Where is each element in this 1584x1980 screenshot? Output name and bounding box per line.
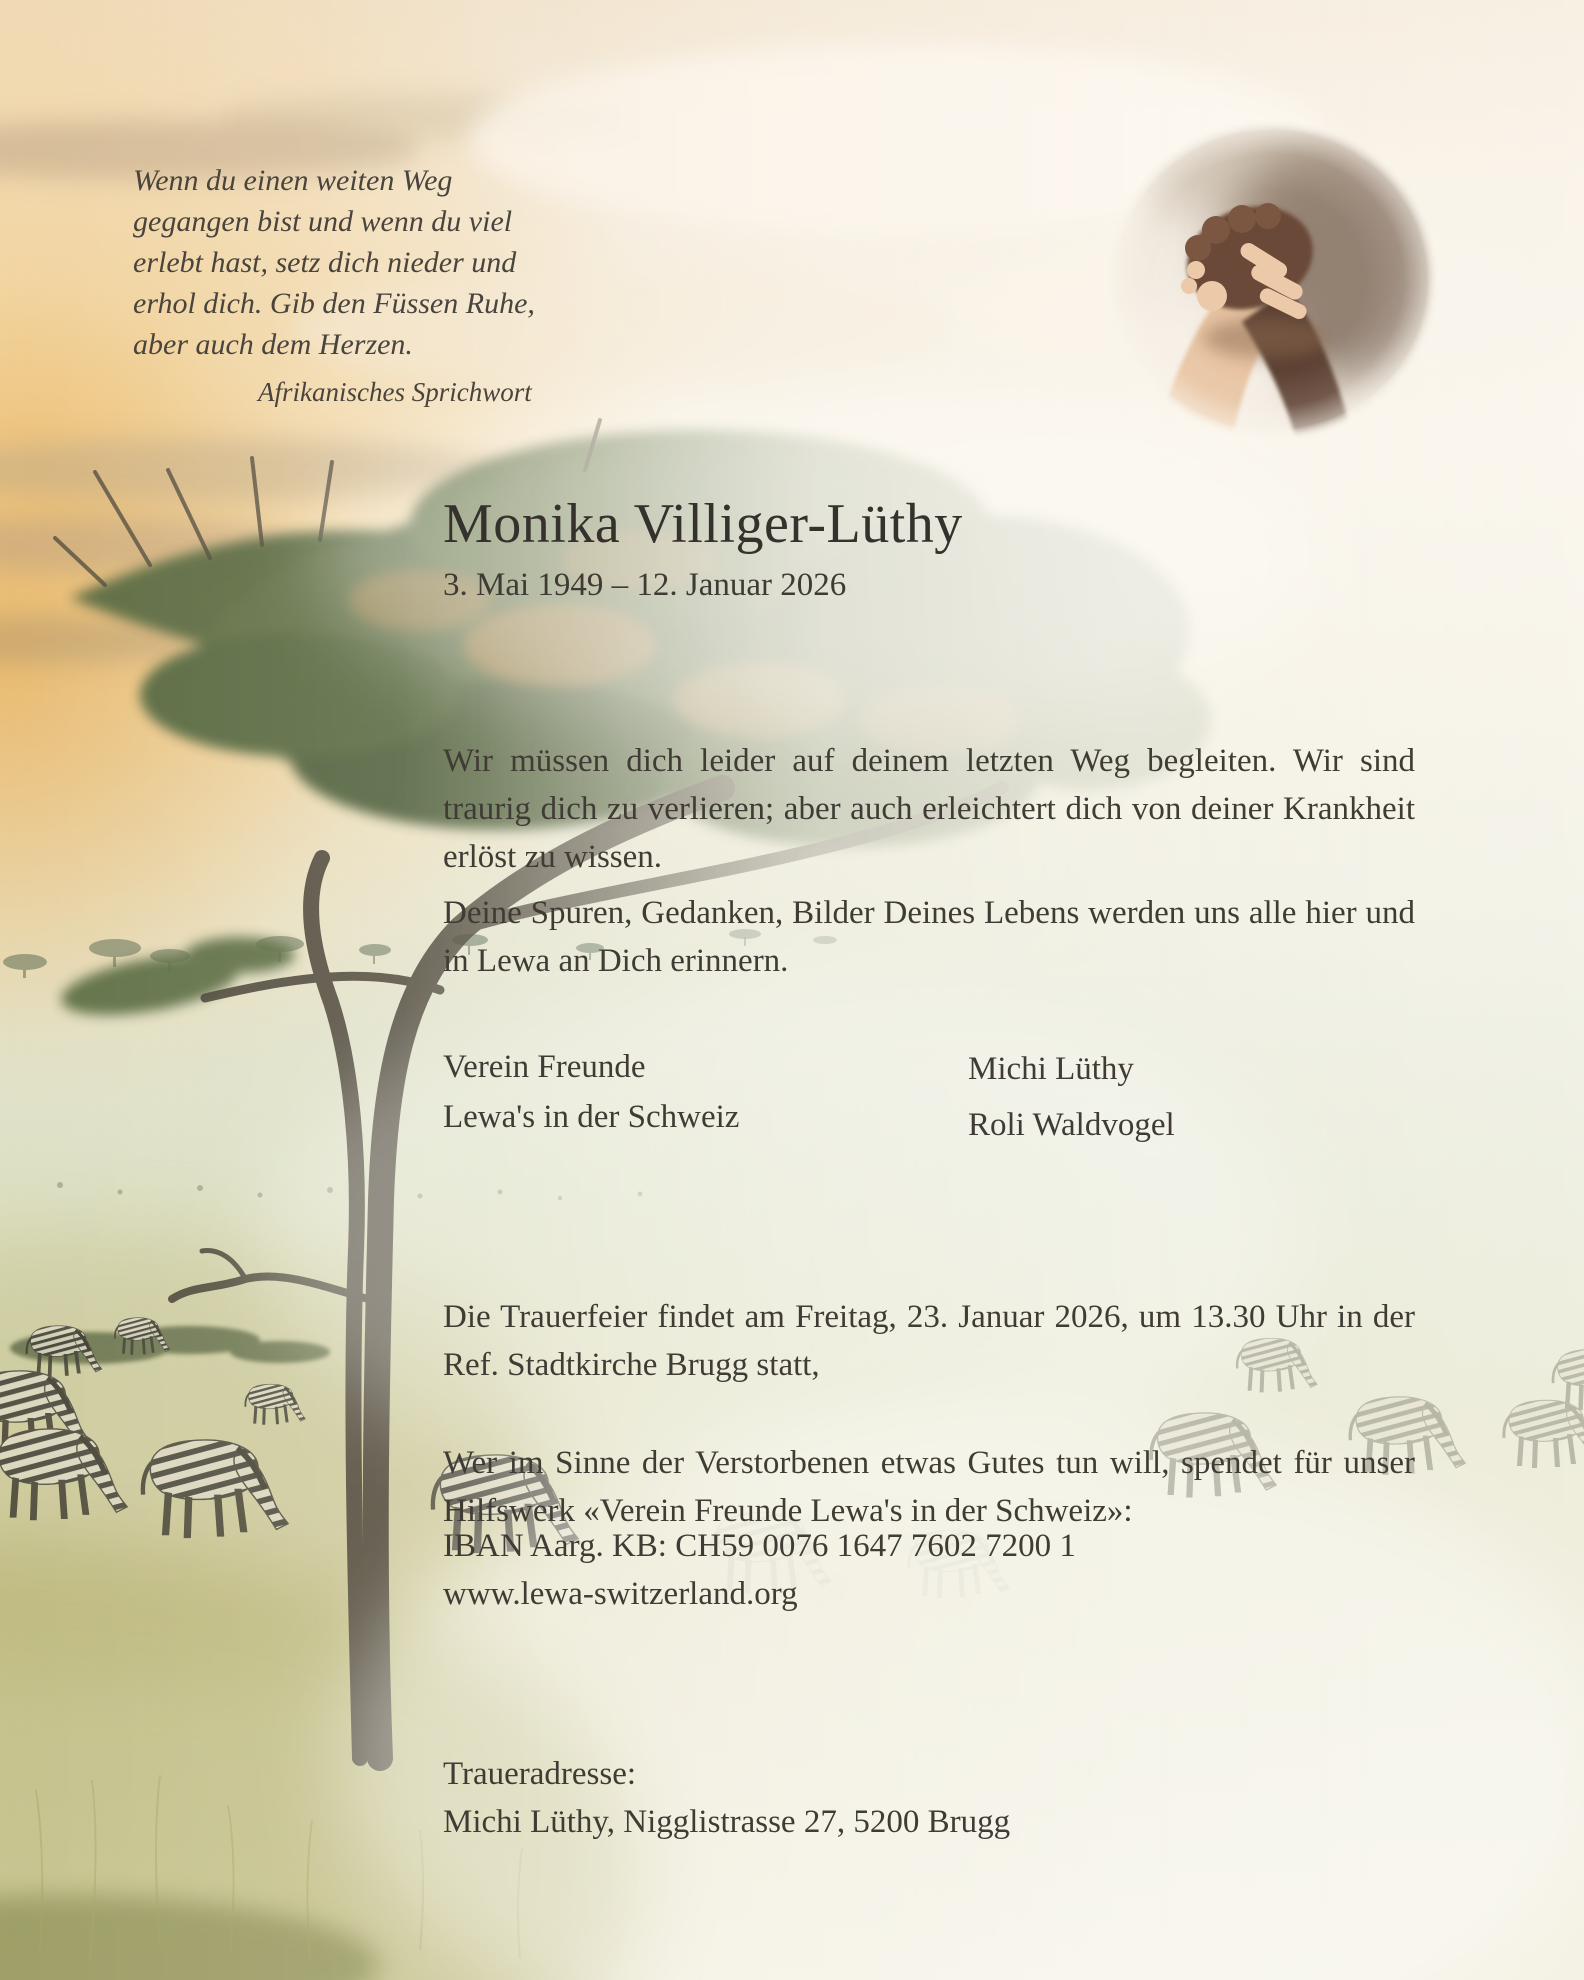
proverb-line: erlebt hast, setz dich nieder und [133,246,517,279]
proverb-line: gegangen bist und wenn du viel [133,205,513,238]
proverb-line: erhol dich. Gib den Füssen Ruhe, [133,287,535,320]
signatory-line: Verein Freunde [443,1049,646,1085]
farewell-paragraph: Wir müssen dich leider auf deinem letzten Weg begleiten. Wir sind traurig dich zu verlieren; aber auch erleichtert dich von deiner Krankheit erlöst zu wissen. [443,743,1415,875]
website-line: www.lewa-switzerland.org [443,1576,798,1612]
proverb-line: Wenn du einen weiten Weg [133,164,453,197]
proverb-attribution: Afrikanisches Sprichwort [258,377,532,407]
donation-info: Wer im Sinne der Verstorbenen etwas Gutes tun will, spendet für unser Hilfswerk «Verein Freunde Lewa's in der Schweiz»: [443,1445,1415,1529]
mourning-address-line: Michi Lüthy, Nigglistrasse 27, 5200 Brugg [443,1804,1011,1840]
mourning-address [443,1750,1010,1846]
donation-account [443,1522,1076,1618]
signatory-michi: Michi Lüthy [968,1051,1134,1087]
iban-line: IBAN Aarg. KB: CH59 0076 1647 7602 7200 1 [443,1528,1076,1564]
funeral-service-info: Die Trauerfeier findet am Freitag, 23. Januar 2026, um 13.30 Uhr in der Ref. Stadtkirche Brugg statt, [443,1299,1415,1383]
signatory-roli: Roli Waldvogel [968,1107,1175,1143]
signatory-line: Lewa's in der Schweiz [443,1099,740,1135]
deceased-name: Monika Villiger-Lüthy [443,493,963,555]
proverb-quote [133,160,535,365]
mourning-address-label: Traueradresse: [443,1756,637,1792]
proverb-line: aber auch dem Herzen. [133,328,413,361]
life-dates: 3. Mai 1949 – 12. Januar 2026 [443,567,847,603]
memory-paragraph: Deine Spuren, Gedanken, Bilder Deines Lebens werden uns alle hier und in Lewa an Dich erinnern. [443,895,1415,979]
signatory-organization [443,1042,739,1142]
